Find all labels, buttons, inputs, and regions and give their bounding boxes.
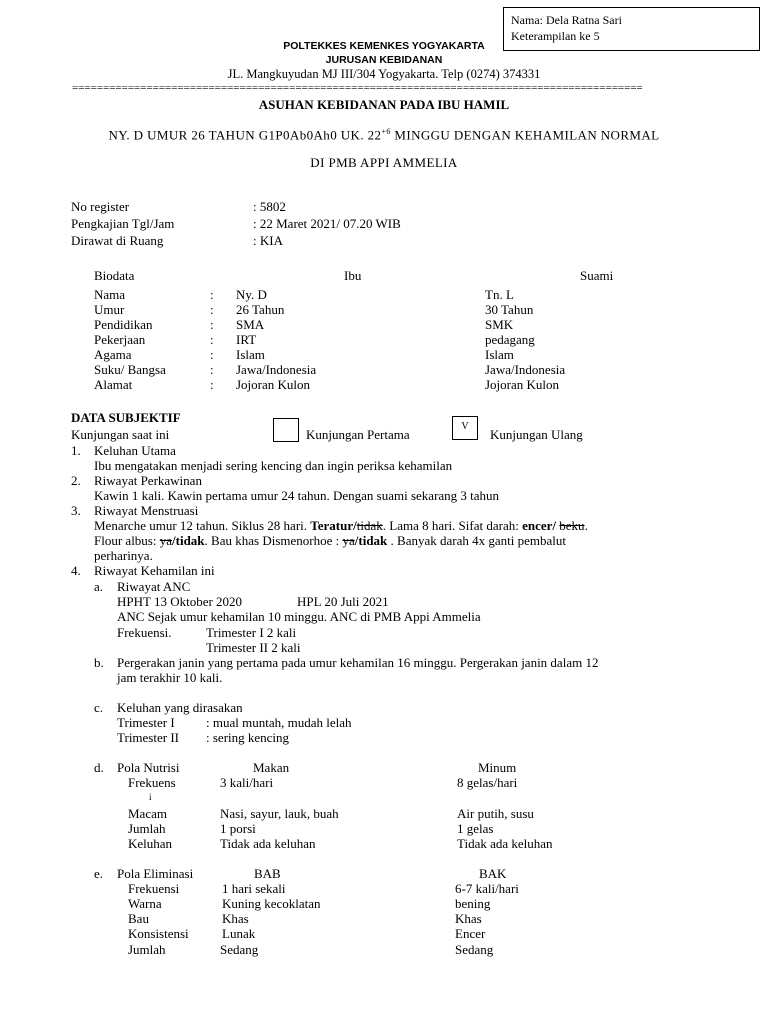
biodata-row-label: Nama bbox=[94, 287, 126, 302]
register-label: No register bbox=[71, 199, 130, 214]
biodata-ibu-value: Ny. D bbox=[236, 287, 267, 302]
fetal-movement-line: jam terakhir 10 kali. bbox=[117, 670, 223, 685]
elimination-row-label: Frekuensi bbox=[128, 881, 180, 896]
nutrition-row-label: Keluhan bbox=[128, 836, 173, 851]
anc-title: Riwayat ANC bbox=[117, 579, 191, 594]
food-value: 1 porsi bbox=[220, 821, 256, 836]
bab-value: 1 hari sekali bbox=[222, 881, 286, 896]
assessment-date-label: Pengkajian Tgl/Jam bbox=[71, 216, 175, 231]
document-subtitle: NY. D UMUR 26 TAHUN G1P0Ab0Ah0 UK. $22^{+6}$ MINGGU DENGAN KEHAMILAN NORMAL bbox=[108, 127, 660, 143]
bak-value: Khas bbox=[455, 911, 482, 926]
nutrition-row-label: Jumlah bbox=[128, 821, 166, 836]
complaint-value: : sering kencing bbox=[206, 730, 290, 745]
biodata-row-label: Umur bbox=[94, 302, 125, 317]
address-line: JL. Mangkuyudan MJ III/304 Yogyakarta. Telp (0274) 374331 bbox=[227, 67, 541, 81]
drink-value: Air putih, susu bbox=[457, 806, 534, 821]
nutrition-row-label: Macam bbox=[128, 806, 167, 821]
return-visit-checkbox[interactable]: V bbox=[452, 416, 478, 440]
separator-line: ============================================================================================ bbox=[72, 82, 643, 94]
skill-number: Keterampilan ke 5 bbox=[511, 29, 600, 43]
sub-letter: b. bbox=[94, 655, 104, 670]
trimester-2-visits: Trimester II 2 kali bbox=[206, 640, 301, 655]
biodata-suami-value: 30 Tahun bbox=[485, 302, 534, 317]
elimination-row-label: Warna bbox=[128, 896, 162, 911]
frequency-label: Frekuensi. bbox=[117, 625, 172, 640]
biodata-suami-value: Jojoran Kulon bbox=[485, 377, 560, 392]
suami-header: Suami bbox=[580, 268, 614, 283]
fetal-movement-line: Pergerakan janin yang pertama pada umur kehamilan 16 minggu. Pergerakan janin dalam 12 bbox=[117, 655, 599, 670]
drink-value: Tidak ada keluhan bbox=[457, 836, 553, 851]
colon: : bbox=[210, 347, 214, 362]
complaint-label: Trimester I bbox=[117, 715, 175, 730]
food-value: 3 kali/hari bbox=[220, 775, 274, 790]
institution-name: POLTEKKES KEMENKES YOGYAKARTA bbox=[283, 40, 485, 52]
drink-value: 8 gelas/hari bbox=[457, 775, 518, 790]
colon: : bbox=[210, 362, 214, 377]
drink-value: 1 gelas bbox=[457, 821, 494, 836]
room-label: Dirawat di Ruang bbox=[71, 233, 164, 248]
list-number: 4. bbox=[71, 563, 81, 578]
register-value: : 5802 bbox=[253, 199, 286, 214]
bab-value: Kuning kecoklatan bbox=[222, 896, 321, 911]
food-value: Tidak ada keluhan bbox=[220, 836, 316, 851]
bak-value: Encer bbox=[455, 926, 486, 941]
complaint-label: Trimester II bbox=[117, 730, 179, 745]
biodata-row-label: Alamat bbox=[94, 377, 133, 392]
hpl-value: HPL 20 Juli 2021 bbox=[297, 594, 389, 609]
student-name: Nama: Dela Ratna Sari bbox=[511, 13, 622, 27]
visit-label: Kunjungan saat ini bbox=[71, 427, 170, 442]
stray-character: i bbox=[149, 792, 152, 802]
item-title: Keluhan Utama bbox=[94, 443, 176, 458]
elimination-row-label: Bau bbox=[128, 911, 149, 926]
biodata-row-label: Pekerjaan bbox=[94, 332, 146, 347]
list-number: 1. bbox=[71, 443, 81, 458]
elimination-title: Pola Eliminasi bbox=[117, 866, 194, 881]
biodata-suami-value: Islam bbox=[485, 347, 514, 362]
elimination-row-label: Jumlah bbox=[128, 942, 166, 957]
list-number: 3. bbox=[71, 503, 81, 518]
biodata-ibu-value: Jojoran Kulon bbox=[236, 377, 311, 392]
biodata-ibu-value: Jawa/Indonesia bbox=[236, 362, 317, 377]
first-visit-label: Kunjungan Pertama bbox=[306, 427, 410, 442]
item-detail: Ibu mengatakan menjadi sering kencing dan ingin periksa kehamilan bbox=[94, 458, 453, 473]
assessment-date-value: : 22 Maret 2021/ 07.20 WIB bbox=[253, 216, 401, 231]
biodata-header: Biodata bbox=[94, 268, 135, 283]
bab-value: Lunak bbox=[222, 926, 256, 941]
food-column-header: Makan bbox=[253, 760, 290, 775]
colon: : bbox=[210, 332, 214, 347]
bak-value: Sedang bbox=[455, 942, 494, 957]
nutrition-row-label: Frekuens bbox=[128, 775, 176, 790]
biodata-row-label: Pendidikan bbox=[94, 317, 153, 332]
bak-value: 6-7 kali/hari bbox=[455, 881, 519, 896]
food-value: Nasi, sayur, lauk, buah bbox=[220, 806, 339, 821]
section-heading: DATA SUBJEKTIF bbox=[71, 410, 181, 425]
bak-value: bening bbox=[455, 896, 491, 911]
list-number: 2. bbox=[71, 473, 81, 488]
bab-value: Sedang bbox=[220, 942, 259, 957]
biodata-ibu-value: Islam bbox=[236, 347, 265, 362]
sub-letter: c. bbox=[94, 700, 104, 715]
first-visit-checkbox[interactable] bbox=[273, 418, 299, 442]
menstruation-line: Menarche umur 12 tahun. Siklus 28 hari. Teratur/tidak. Lama 8 hari. Sifat darah: encer/ beku. bbox=[94, 518, 588, 533]
trimester-1-visits: Trimester I 2 kali bbox=[206, 625, 297, 640]
colon: : bbox=[210, 287, 214, 302]
sub-letter: d. bbox=[94, 760, 104, 775]
sub-letter: a. bbox=[94, 579, 104, 594]
drink-column-header: Minum bbox=[478, 760, 517, 775]
elimination-row-label: Konsistensi bbox=[128, 926, 189, 941]
nutrition-title: Pola Nutrisi bbox=[117, 760, 180, 775]
biodata-row-label: Agama bbox=[94, 347, 132, 362]
colon: : bbox=[210, 317, 214, 332]
biodata-suami-value: pedagang bbox=[485, 332, 535, 347]
location-line: DI PMB APPI AMMELIA bbox=[310, 155, 458, 170]
colon: : bbox=[210, 302, 214, 317]
item-title: Riwayat Perkawinan bbox=[94, 473, 202, 488]
biodata-suami-value: Jawa/Indonesia bbox=[485, 362, 566, 377]
biodata-ibu-value: IRT bbox=[236, 332, 257, 347]
flour-albus-line: Flour albus: ya/tidak. Bau khas Dismenorhoe : ya/tidak . Banyak darah 4x ganti pembalut bbox=[94, 533, 566, 548]
colon: : bbox=[210, 377, 214, 392]
department-name: JURUSAN KEBIDANAN bbox=[325, 54, 443, 66]
biodata-row-label: Suku/ Bangsa bbox=[94, 362, 166, 377]
room-value: : KIA bbox=[253, 233, 283, 248]
biodata-suami-value: SMK bbox=[485, 317, 514, 332]
hpht-value: HPHT 13 Oktober 2020 bbox=[117, 594, 243, 609]
anc-detail: ANC Sejak umur kehamilan 10 minggu. ANC di PMB Appi Ammelia bbox=[117, 609, 481, 624]
bab-value: Khas bbox=[222, 911, 249, 926]
biodata-ibu-value: 26 Tahun bbox=[236, 302, 285, 317]
flour-albus-continuation: perharinya. bbox=[94, 548, 153, 563]
item-title: Riwayat Kehamilan ini bbox=[94, 563, 215, 578]
complaint-value: : mual muntah, mudah lelah bbox=[206, 715, 352, 730]
return-visit-label: Kunjungan Ulang bbox=[490, 427, 583, 442]
bak-column-header: BAK bbox=[479, 866, 507, 881]
document-title: ASUHAN KEBIDANAN PADA IBU HAMIL bbox=[258, 97, 510, 112]
bab-column-header: BAB bbox=[254, 866, 281, 881]
ibu-header: Ibu bbox=[344, 268, 362, 283]
sub-letter: e. bbox=[94, 866, 104, 881]
biodata-suami-value: Tn. L bbox=[485, 287, 514, 302]
item-detail: Kawin 1 kali. Kawin pertama umur 24 tahun. Dengan suami sekarang 3 tahun bbox=[94, 488, 500, 503]
biodata-ibu-value: SMA bbox=[236, 317, 265, 332]
complaints-title: Keluhan yang dirasakan bbox=[117, 700, 243, 715]
item-title: Riwayat Menstruasi bbox=[94, 503, 199, 518]
